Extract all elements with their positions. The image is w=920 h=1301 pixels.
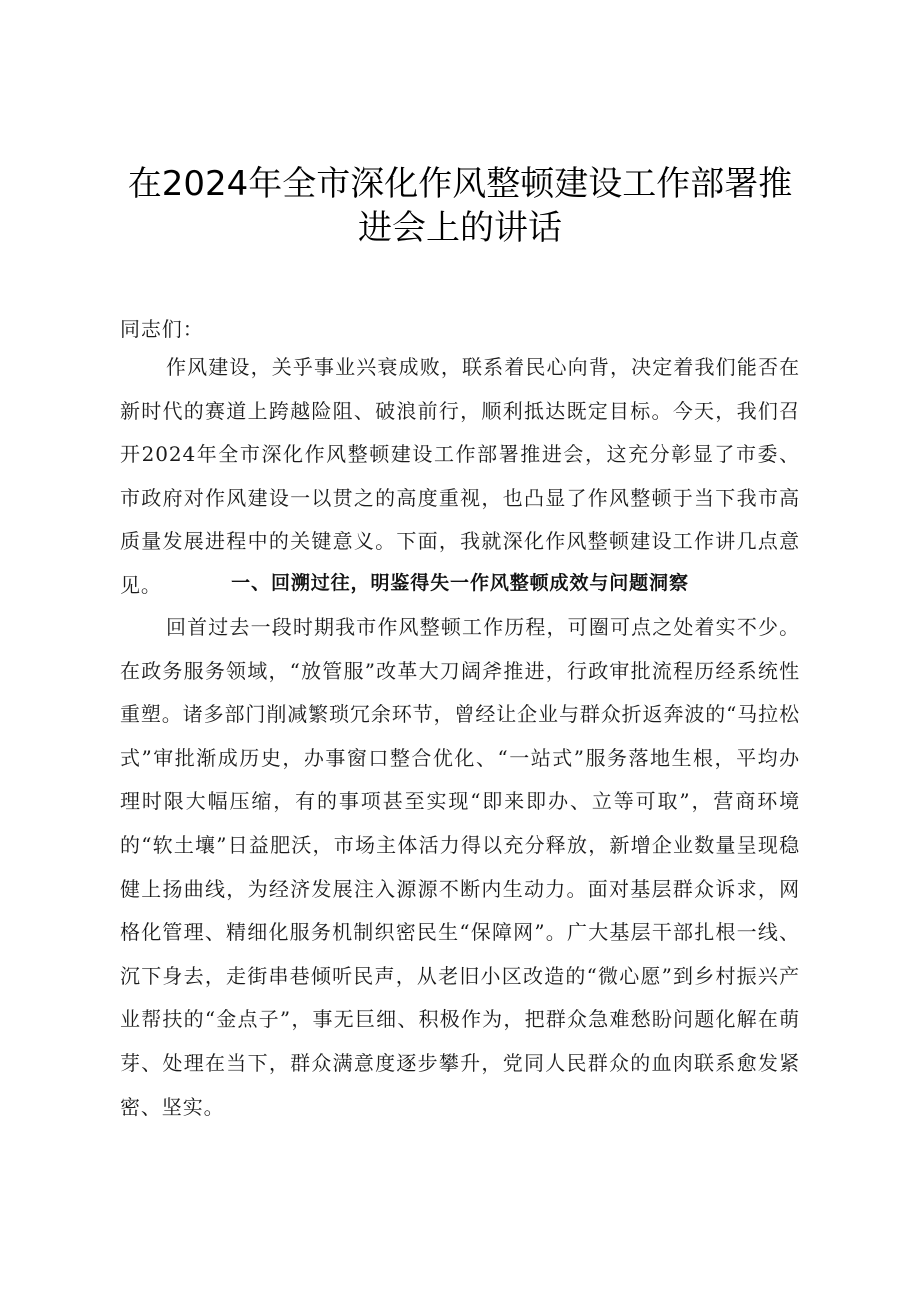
- intro-paragraph: 作风建设，关乎事业兴衰成败，联系着民心向背，决定着我们能否在新时代的赛道上跨越险阻、破浪前行，顺利抵达既定目标。今天，我们召开2024年全市深化作风整顿建设工作部署推进会，这充分彰显了市委、市政府对作风建设一以贯之的高度重视，也凸显了作风整顿于当下我市高质量发展进程中的关键意义。下面，我就深化作风整顿建设工作讲几点意见。: [120, 355, 800, 597]
- section-heading-1: 一、回溯过往，明鉴得失一作风整顿成效与问题洞察: [231, 572, 689, 594]
- section-1-paragraph: 回首过去一段时期我市作风整顿工作历程，可圈可点之处着实不少。在政务服务领域，“放管服”改革大刀阔斧推进，行政审批流程历经系统性重塑。诸多部门削减繁琐冗余环节，曾经让企业与群众折返奔波的“马拉松式”审批渐成历史，办事窗口整合优化、“一站式”服务落地生根，平均办理时限大幅压缩，有的事项甚至实现“即来即办、立等可取”，营商环境的“软土壤”日益肥沃，市场主体活力得以充分释放，新增企业数量呈现稳健上扬曲线，为经济发展注入源源不断内生动力。面对基层群众诉求，网格化管理、精细化服务机制织密民生“保障网”。广大基层干部扎根一线、沉下身去，走街串巷倾听民声，从老旧小区改造的“微心愿”到乡村振兴产业帮扶的“金点子”，事无巨细、积极作为，把群众急难愁盼问题化解在萌芽、处理在当下，群众满意度逐步攀升，党同人民群众的血肉联系愈发紧密、坚实。: [120, 615, 800, 1119]
- title-line-1: 在2024年全市深化作风整顿建设工作部署推: [127, 164, 793, 204]
- document-title: [100, 162, 820, 250]
- salutation: 同志们：: [120, 317, 204, 341]
- title-line-2: 进会上的讲话: [358, 208, 562, 248]
